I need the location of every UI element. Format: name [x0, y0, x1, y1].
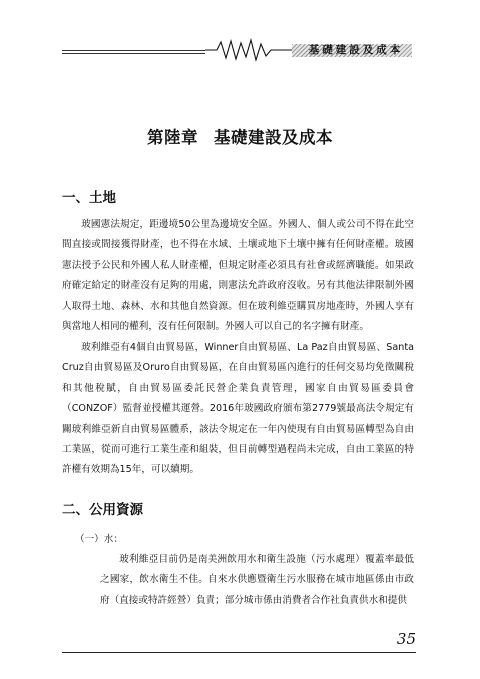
- section-heading: 一、土地: [62, 190, 116, 206]
- running-header: 基礎建設及成本: [308, 44, 404, 56]
- body-paragraph: 玻國憲法規定，距邊境50公里為邊境安全區。外國人、個人或公司不得在此空間直接或間接獲得財產，也不得在水域、土壤或地下土壤中擁有任何財產權。玻國憲法授予公民和外國人私人財產權，但規定財產必須具有社會或經濟職能。如果政府確定給定的財產沒有足夠的用處，則憲法允許政府沒收。另有其他法律限制外國人取得土地、森林、水和其他自然資源。但在玻利維亞購買房地產時，外國人享有與當地人相同的權利，沒有任何限制。外國人可以自己的名字擁有財產。: [62, 219, 414, 333]
- page-number: 35: [396, 630, 416, 648]
- chapter-heading: [0, 124, 480, 148]
- chapter-number: 第陸章: [147, 128, 198, 147]
- subsection-heading: （一）水：: [75, 534, 123, 545]
- footer-rule: [62, 652, 416, 653]
- heartbeat-wave-icon: [205, 38, 295, 62]
- chapter-title: 基礎建設及成本: [214, 128, 333, 147]
- body-paragraph: 玻利維亞有4個自由貿易區，Winner自由貿易區、La Paz自由貿易區、Santa Cruz自由貿易區及Oruro自由貿易區，在自由貿易區內進行的任何交易均免徵關稅和其他稅賦，自由貿易區委託民營企業負責管理，國家自由貿易區委員會（CONZOF）監督並授權其運營。2016年玻國政府頒布第2779號最高法令規定有關玻利維亞新自由貿易區體系，該法令規定在一年內使現有自由貿易區轉型為自由工業區，從而可進行工業生產和組裝，但目前轉型過程尚未完成，自由工業區的特許權有效期為15年，可以續期。: [62, 342, 414, 476]
- body-paragraph: 玻利維亞目前仍是南美洲飲用水和衛生設施（污水處理）覆蓋率最低之國家，飲水衛生不佳。自來水供應暨衛生污水服務在城市地區係由市政府（直接或特許經營）負責；部分城市係由消費者合作社負責供水和提供: [100, 554, 414, 606]
- section-heading: 二、公用資源: [62, 502, 143, 518]
